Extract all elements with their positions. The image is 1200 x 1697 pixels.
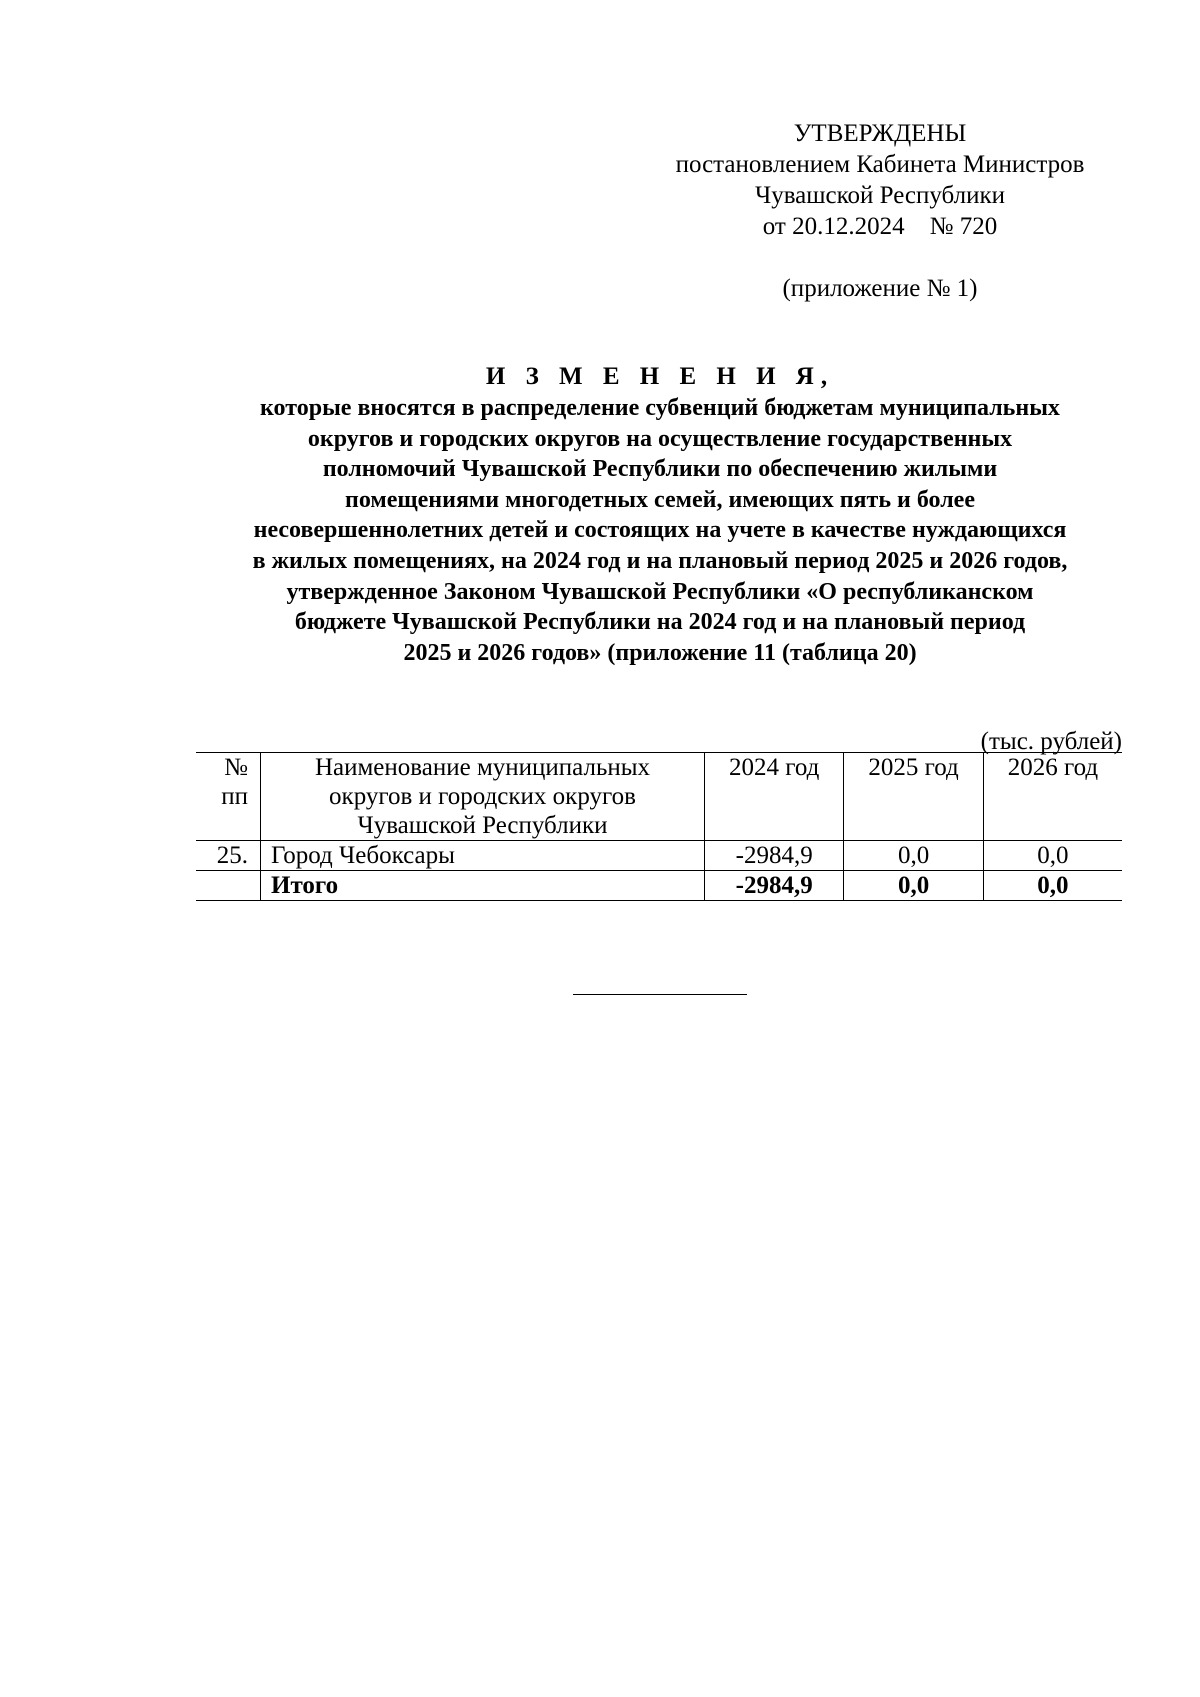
approval-date-line	[650, 211, 1110, 242]
table-row	[196, 841, 1122, 871]
total-value-2026: 0,0	[983, 871, 1122, 901]
header-number-line: пп	[221, 783, 248, 810]
total-number	[196, 871, 261, 901]
header-number-line: №	[224, 754, 248, 781]
title-line: бюджете Чувашской Республики на 2024 год и на плановый период	[294, 609, 1026, 636]
total-value-2025: 0,0	[844, 871, 983, 901]
header-name-line: Чувашской Республики	[357, 812, 608, 839]
title-line: несовершеннолетних детей и состоящих на учете в качестве нуждающихся	[253, 517, 1067, 544]
header-number	[196, 753, 261, 841]
document-title	[180, 361, 1140, 668]
title-heading: И З М Е Н Е Н И Я,	[485, 363, 835, 390]
header-name-line: Наименование муниципальных	[314, 754, 651, 781]
title-subtitle	[180, 393, 1140, 668]
subvention-table	[196, 752, 1122, 901]
row-number: 25.	[196, 841, 261, 871]
total-value-2024: -2984,9	[705, 871, 844, 901]
total-label: Итого	[261, 871, 705, 901]
approval-date: от 20.12.2024	[762, 213, 905, 240]
approval-number: № 720	[929, 213, 998, 240]
header-name-line: округов и городских округов	[329, 783, 636, 810]
approval-stamp	[650, 118, 1110, 304]
title-line: полномочий Чувашской Республики по обеспечению жилыми	[322, 456, 998, 483]
row-municipality: Город Чебоксары	[261, 841, 705, 871]
title-line: 2025 и 2026 годов» (приложение 11 (таблица 20)	[403, 639, 917, 666]
row-value-2026: 0,0	[983, 841, 1122, 871]
header-name	[261, 753, 705, 841]
approval-issuer: постановлением Кабинета Министров	[675, 151, 1085, 178]
closing-divider	[573, 994, 747, 995]
title-line: которые вносятся в распределение субвенций бюджетам муниципальных	[260, 395, 1060, 421]
header-year-2025: 2025 год	[844, 753, 983, 841]
title-line: утвержденное Законом Чувашской Республики «О республиканском	[286, 578, 1034, 605]
title-line: округов и городских округов на осуществление государственных	[307, 425, 1013, 452]
units-label: (тыс. рублей)	[980, 728, 1122, 755]
row-value-2025: 0,0	[844, 841, 983, 871]
header-year-2024: 2024 год	[705, 753, 844, 841]
title-line: в жилых помещениях, на 2024 год и на плановый период 2025 и 2026 годов,	[252, 547, 1068, 574]
row-value-2024: -2984,9	[705, 841, 844, 871]
title-line: помещениями многодетных семей, имеющих пять и более	[345, 486, 975, 513]
table-total-row	[196, 871, 1122, 901]
appendix-reference: (приложение № 1)	[782, 275, 978, 302]
approval-heading: УТВЕРЖДЕНЫ	[793, 120, 967, 147]
table-header-row	[196, 753, 1122, 841]
approval-region: Чувашской Республики	[754, 182, 1006, 209]
header-year-2026: 2026 год	[983, 753, 1122, 841]
